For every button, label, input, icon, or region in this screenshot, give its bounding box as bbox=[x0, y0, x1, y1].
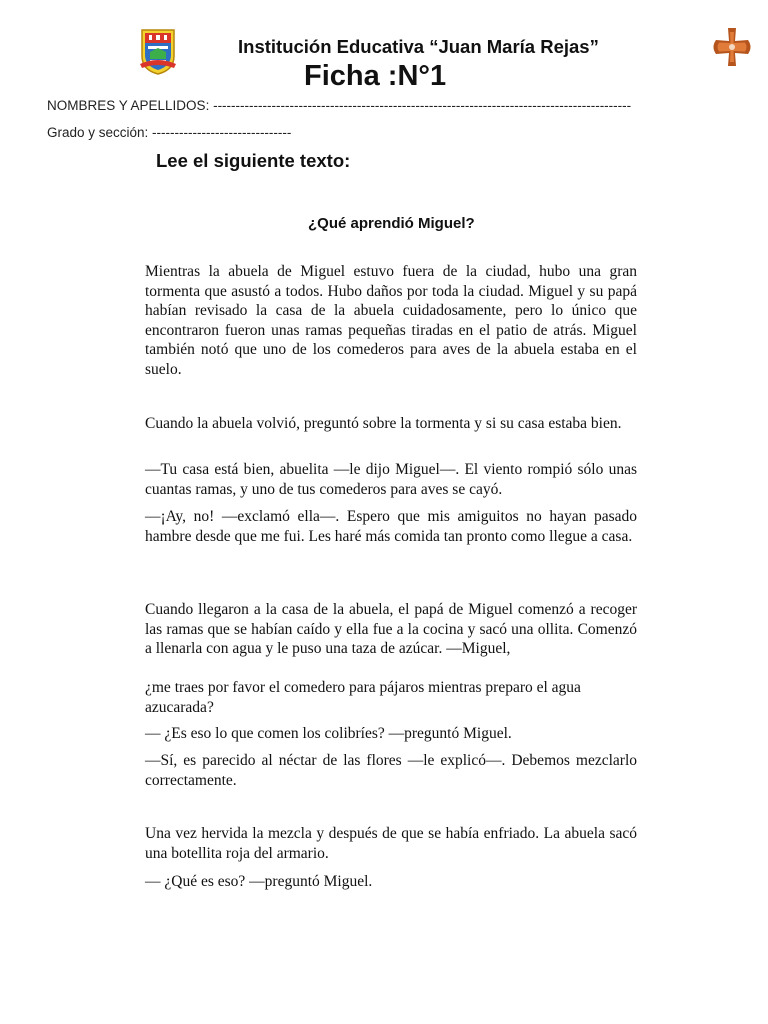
story-paragraph: — ¿Qué es eso? —preguntó Miguel. bbox=[145, 873, 373, 890]
story-paragraph: —¡Ay, no! —exclamó ella—. Espero que mis amiguitos no hayan pasado hambre desde que me fui. Les haré más comida tan pronto como llegue a casa. bbox=[145, 508, 637, 545]
ornamental-cross-logo bbox=[710, 26, 754, 68]
institution-name: Institución Educativa “Juan María Rejas” bbox=[238, 36, 599, 57]
ornamental-cross-icon bbox=[710, 26, 754, 68]
names-field[interactable]: NOMBRES Y APELLIDOS: --------------------------------------------------------------------------------------------- bbox=[47, 98, 632, 113]
school-emblem-logo bbox=[138, 26, 178, 76]
story-title: ¿Qué aprendió Miguel? bbox=[308, 215, 475, 232]
story-paragraph: Cuando la abuela volvió, preguntó sobre la tormenta y si su casa estaba bien. bbox=[145, 415, 622, 432]
story-paragraph: Cuando llegaron a la casa de la abuela, el papá de Miguel comenzó a recoger las ramas que se habían caído y ella fue a la cocina y sacó una ollita. Comenzó a llenarla con agua y le puso una taza de azúcar. —Miguel, bbox=[145, 601, 637, 658]
grade-section-field[interactable]: Grado y sección: ------------------------------- bbox=[47, 125, 292, 140]
story-paragraph: Mientras la abuela de Miguel estuvo fuera de la ciudad, hubo una gran tormenta que asustó a todos. Hubo daños por toda la ciudad. Miguel y su papá habían revisado la casa de la abuela cuidadosamente, pero lo único que encontraron fueron unas ramas pequeñas tiradas en el patio de atrás. Miguel también notó que uno de los comederos para aves de la abuela estaba en el suelo. bbox=[145, 263, 637, 378]
story-paragraph: — ¿Es eso lo que comen los colibríes? —preguntó Miguel. bbox=[145, 725, 512, 742]
reading-instruction: Lee el siguiente texto: bbox=[156, 150, 351, 171]
worksheet-title: Ficha :N°1 bbox=[304, 60, 447, 92]
story-paragraph: —Sí, es parecido al néctar de las flores —le explicó—. Debemos mezclarlo correctamente. bbox=[145, 752, 637, 789]
school-shield-emblem-icon bbox=[138, 26, 178, 76]
story-paragraph: ¿me traes por favor el comedero para pájaros mientras preparo el agua azucarada? bbox=[145, 679, 581, 716]
story-paragraph: Una vez hervida la mezcla y después de que se había enfriado. La abuela sacó una botellita roja del armario. bbox=[145, 825, 637, 862]
story-paragraph: —Tu casa está bien, abuelita —le dijo Miguel—. El viento rompió sólo unas cuantas ramas, y uno de tus comederos para aves se cayó. bbox=[145, 461, 637, 498]
